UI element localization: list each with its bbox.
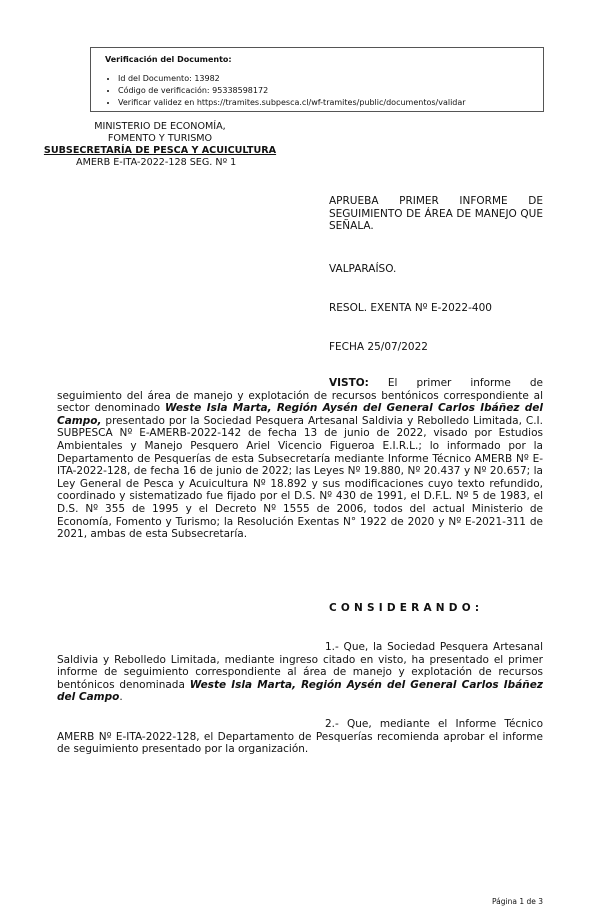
subsecretaria-title: SUBSECRETARÍA DE PESCA Y ACUICULTURA xyxy=(43,145,277,156)
resolution-summary: APRUEBA PRIMER INFORME DE SEGUIMIENTO DE ÁREA DE MANEJO QUE SEÑALA. xyxy=(329,195,543,233)
considerando-2 xyxy=(57,718,543,756)
considerando-1-text-2: . xyxy=(119,691,123,704)
considerando-1 xyxy=(57,641,543,704)
visto-area-name: Weste Isla Marta, Región Aysén del General Carlos Ibáñez del Campo, xyxy=(57,402,543,427)
considerando-2-text: Que, mediante el Informe Técnico AMERB Nº E-ITA-2022-128, el Departamento de Pesquerías recomienda aprobar el informe de seguimiento presentado por la organización. xyxy=(57,718,543,756)
considerando-1-area-name: Weste Isla Marta, Región Aysén del General Carlos Ibáñez del Campo xyxy=(57,678,543,704)
verification-list xyxy=(105,73,533,109)
considerando-2-number: 2.- xyxy=(325,718,339,730)
verification-title: Verificación del Documento: xyxy=(105,55,232,64)
considerando-heading: CONSIDERANDO: xyxy=(329,602,484,614)
verification-box xyxy=(90,47,544,112)
visto-text-2: presentado por la Sociedad Pesquera Artesanal Saldivia y Rebolledo Limitada, C.I. SUBPESCA Nº E-AMERB-2022-142 de fecha 13 de junio de 2022, visado por Estudios Ambientales y Manejo Pesquero Ariel Vicencio Figueroa E.I.R.L.; lo informado por la Departamento de Pesquerías de esta Subsecretaría mediante Informe Técnico AMERB Nº E-ITA-2022-128, de fecha 16 de junio de 2022; las Leyes Nº 19.880, Nº 20.437 y Nº 20.657; la Ley General de Pesca y Acuicultura Nº 18.892 y sus modificaciones cuyo texto refundido, coordinado y sistematizado fue fijado por el D.S. Nº 430 de 1991, el D.F.L. Nº 5 de 1983, el D.S. Nº 355 de 1995 y el Decreto Nº 1555 de 2006, todos del actual Ministerio de Economía, Fomento y Turismo; la Resolución Exentas N° 1922 de 2020 y Nº E-2021-311 de 2021, ambas de esta Subsecretaría. xyxy=(57,414,543,541)
considerando-1-number: 1.- xyxy=(325,641,339,653)
visto-label: VISTO: xyxy=(329,377,369,389)
resolution-date: FECHA 25/07/2022 xyxy=(329,341,428,353)
visto-paragraph xyxy=(57,377,543,541)
verification-code: • Código de verificación: 95338598172 xyxy=(118,85,533,97)
ministry-line-1: MINISTERIO DE ECONOMÍA, xyxy=(94,121,226,132)
validation-link[interactable]: • Verificar validez en https://tramites.subpesca.cl/wf-tramites/public/documentos/validar xyxy=(118,97,533,109)
document-reference: AMERB E-ITA-2022-128 SEG. Nº 1 xyxy=(76,157,237,168)
visto-text-1: El primer informe de seguimiento del área de manejo y explotación de recursos bentónicos correspondiente al sector denominado xyxy=(57,377,543,415)
ministry-header xyxy=(30,121,290,169)
considerando-1-text-1: Que, la Sociedad Pesquera Artesanal Saldivia y Rebolledo Limitada, mediante ingreso citado en visto, ha presentado el primer informe de seguimiento correspondiente al área de manejo y explotación de recursos bentónicos denominada xyxy=(57,641,543,691)
page-number: Página 1 de 3 xyxy=(491,897,543,906)
ministry-line-2: FOMENTO Y TURISMO xyxy=(107,133,213,144)
place: VALPARAÍSO. xyxy=(329,263,397,275)
resolution-number: RESOL. EXENTA Nº E-2022-400 xyxy=(329,302,492,314)
document-id: • Id del Documento: 13982 xyxy=(118,73,533,85)
